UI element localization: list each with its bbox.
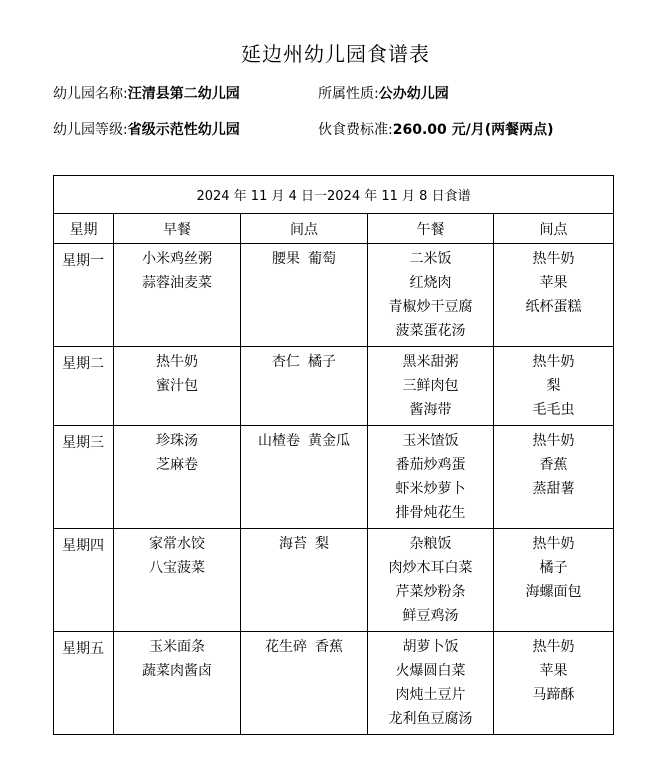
menu-item: 芝麻卷 (156, 457, 198, 473)
snack2-cell (494, 347, 614, 426)
snack2-cell (494, 244, 614, 347)
type-label: 所属性质: (318, 86, 379, 102)
fee-value: 260.00 元/月(两餐两点) (392, 122, 554, 138)
kindergarten-grade (53, 119, 240, 139)
snack2-cell (494, 632, 614, 735)
name-value: 汪清县第二幼儿园 (127, 86, 240, 102)
menu-item: 酱海带 (409, 402, 452, 418)
menu-item: 蔬菜肉酱卤 (142, 663, 212, 679)
menu-item: 杂粮饭 (409, 536, 452, 552)
table-row (54, 347, 614, 426)
menu-item: 鲜豆鸡汤 (402, 608, 459, 624)
table-row (54, 529, 614, 632)
weekday-cell: 星期二 (54, 347, 114, 426)
menu-item: 珍珠汤 (156, 433, 198, 449)
menu-item: 肉炖土豆片 (395, 687, 466, 703)
menu-item: 海螺面包 (525, 584, 582, 600)
menu-item: 黄金瓜 (308, 433, 350, 449)
menu-item: 马蹄酥 (532, 687, 575, 703)
menu-item: 葡萄 (308, 251, 336, 267)
menu-item: 蒸甜薯 (532, 481, 575, 497)
breakfast-cell (114, 426, 241, 529)
menu-item: 山楂卷 (258, 433, 300, 449)
lunch-cell (368, 632, 494, 735)
header-breakfast: 早餐 (114, 214, 241, 244)
menu-item: 苹果 (539, 275, 568, 291)
menu-item: 八宝菠菜 (149, 560, 205, 576)
menu-period: 2024 年 11 月 4 日一2024 年 11 月 8 日食谱 (54, 176, 614, 214)
snack1-cell (241, 426, 368, 529)
grade-label: 幼儿园等级: (53, 122, 128, 138)
name-label: 幼儿园名称: (53, 86, 128, 102)
snack1-cell (241, 347, 368, 426)
menu-item: 菠菜蛋花汤 (395, 323, 466, 339)
menu-item: 红烧肉 (409, 275, 452, 291)
lunch-cell (368, 426, 494, 529)
type-value: 公办幼儿园 (378, 86, 449, 102)
snack1-cell (241, 244, 368, 347)
menu-item: 海苔 (279, 536, 307, 552)
menu-item: 玉米面条 (149, 639, 205, 655)
lunch-cell (368, 347, 494, 426)
snack2-cell (494, 426, 614, 529)
menu-item: 虾米炒萝卜 (395, 481, 466, 497)
snack1-cell (241, 632, 368, 735)
table-row (54, 426, 614, 529)
menu-item: 玉米馇饭 (402, 433, 459, 449)
menu-item: 胡萝卜饭 (402, 639, 459, 655)
table-row (54, 244, 614, 347)
lunch-cell (368, 244, 494, 347)
menu-item: 火爆圆白菜 (395, 663, 466, 679)
header-lunch: 午餐 (368, 214, 494, 244)
menu-item: 热牛奶 (532, 639, 575, 655)
meal-fee (318, 119, 554, 139)
fee-label: 伙食费标准: (318, 122, 393, 138)
grade-value: 省级示范性幼儿园 (127, 122, 240, 138)
menu-item: 橘子 (308, 354, 336, 370)
snack2-cell (494, 529, 614, 632)
menu-item: 蒜蓉油麦菜 (142, 275, 212, 291)
menu-item: 热牛奶 (532, 536, 575, 552)
menu-item: 橘子 (539, 560, 568, 576)
menu-item: 香蕉 (539, 457, 568, 473)
menu-item: 杏仁 (272, 354, 300, 370)
menu-item: 热牛奶 (532, 251, 575, 267)
menu-item: 二米饭 (409, 251, 452, 267)
weekday-cell: 星期四 (54, 529, 114, 632)
page-title: 延边州幼儿园食谱表 (241, 42, 430, 66)
menu-item: 花生碎 (265, 639, 307, 655)
header-snack-1: 间点 (241, 214, 368, 244)
menu-item: 梨 (546, 378, 561, 394)
menu-item: 纸杯蛋糕 (525, 299, 582, 315)
menu-item: 热牛奶 (532, 354, 575, 370)
menu-item: 青椒炒干豆腐 (388, 299, 473, 315)
kindergarten-name (53, 83, 240, 103)
menu-item: 苹果 (539, 663, 568, 679)
header-weekday: 星期 (54, 214, 114, 244)
menu-item: 蜜汁包 (156, 378, 198, 394)
menu-item: 三鲜肉包 (402, 378, 459, 394)
breakfast-cell (114, 632, 241, 735)
menu-item: 热牛奶 (532, 433, 575, 449)
table-row (54, 632, 614, 735)
menu-item: 番茄炒鸡蛋 (395, 457, 466, 473)
breakfast-cell (114, 529, 241, 632)
menu-item: 小米鸡丝粥 (142, 251, 212, 267)
menu-item: 腰果 (272, 251, 300, 267)
menu-item: 热牛奶 (156, 354, 198, 370)
header-snack-2: 间点 (494, 214, 614, 244)
weekday-cell: 星期三 (54, 426, 114, 529)
menu-item: 肉炒木耳白菜 (388, 560, 473, 576)
kindergarten-type (318, 83, 449, 103)
menu-item: 排骨炖花生 (395, 505, 466, 521)
menu-item: 香蕉 (315, 639, 343, 655)
weekday-cell: 星期一 (54, 244, 114, 347)
menu-table (53, 175, 614, 735)
menu-item: 龙利鱼豆腐汤 (388, 711, 473, 727)
breakfast-cell (114, 347, 241, 426)
menu-item: 黑米甜粥 (402, 354, 459, 370)
menu-item: 芹菜炒粉条 (395, 584, 466, 600)
lunch-cell (368, 529, 494, 632)
weekday-cell: 星期五 (54, 632, 114, 735)
snack1-cell (241, 529, 368, 632)
menu-item: 毛毛虫 (532, 402, 575, 418)
menu-item: 梨 (315, 536, 329, 552)
menu-item: 家常水饺 (149, 536, 205, 552)
breakfast-cell (114, 244, 241, 347)
table-header (54, 214, 614, 244)
